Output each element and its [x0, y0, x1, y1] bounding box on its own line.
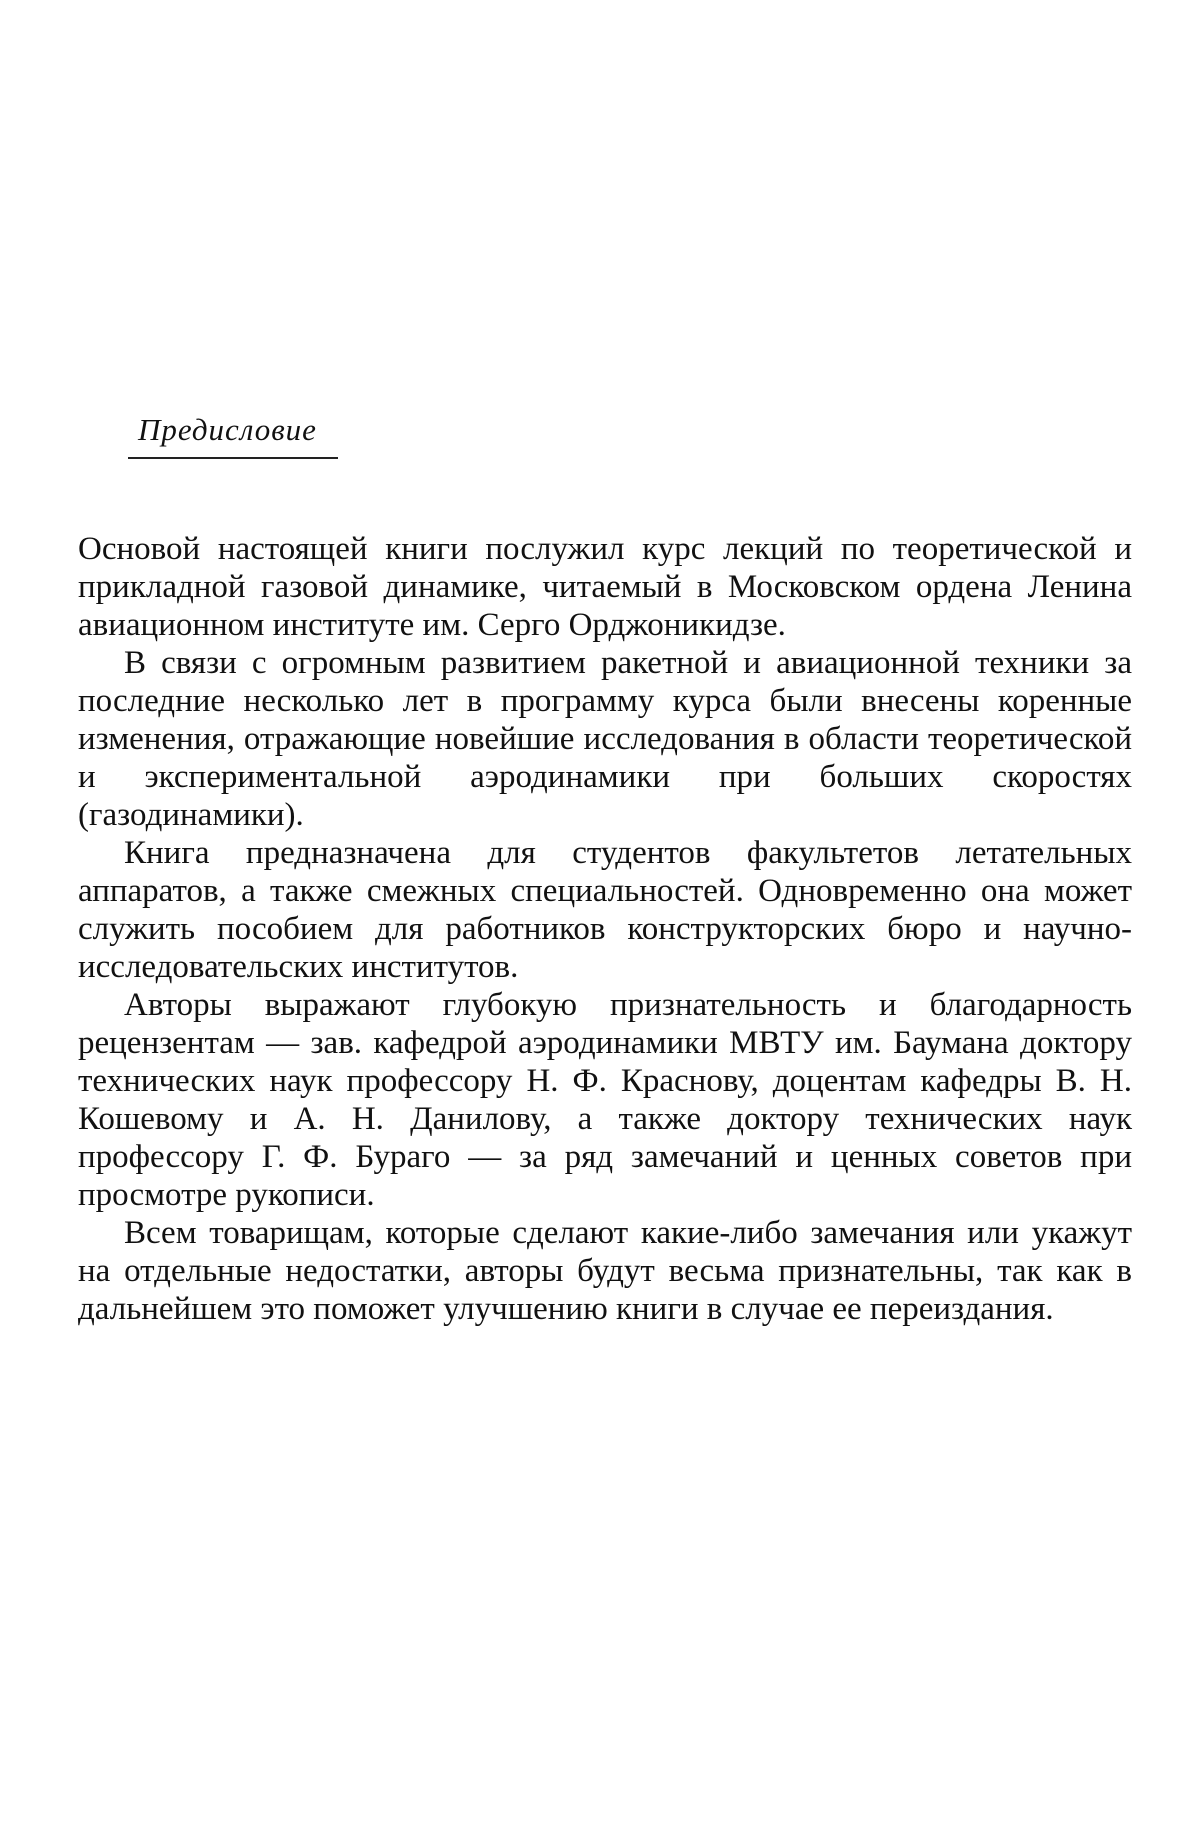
- paragraph-2: В связи с огромным развитием ракетной и авиационной техники за последние несколько лет в программу курса были внесены коренные изменения, отражающие новейшие исследования в области теоретической и экспериментальной аэродинамики при больших скоростях (газодинамики).: [78, 645, 1132, 833]
- heading-underline: [128, 457, 338, 459]
- paragraph-3: Книга предназначена для студентов факультетов летательных аппаратов, а также смежных специальностей. Одновременно она может служить пособием для работников конструкторских бюро и научно-исследовательских институтов.: [78, 835, 1132, 985]
- paragraph-4: Авторы выражают глубокую признательность и благодарность рецензентам — зав. кафедрой аэродинамики МВТУ им. Баумана доктору технических наук профессору Н. Ф. Краснову, доцентам кафедры В. Н. Кошевому и А. Н. Данилову, а также доктору технических наук профессору Г. Ф. Бураго — за ряд замечаний и ценных советов при просмотре рукописи.: [78, 987, 1132, 1213]
- section-heading: Предисловие: [138, 412, 317, 447]
- paragraph-5: Всем товарищам, которые сделают какие-либо замечания или укажут на отдельные недостатки, авторы будут весьма признательны, так как в дальнейшем это поможет улучшению книги в случае ее переиздания.: [78, 1215, 1132, 1327]
- body-text: [78, 530, 1132, 1328]
- paragraph-1: Основой настоящей книги послужил курс лекций по теоретической и прикладной газовой динамике, читаемый в Московском ордена Ленина авиационном институте им. Серго Орджоникидзе.: [78, 531, 1132, 643]
